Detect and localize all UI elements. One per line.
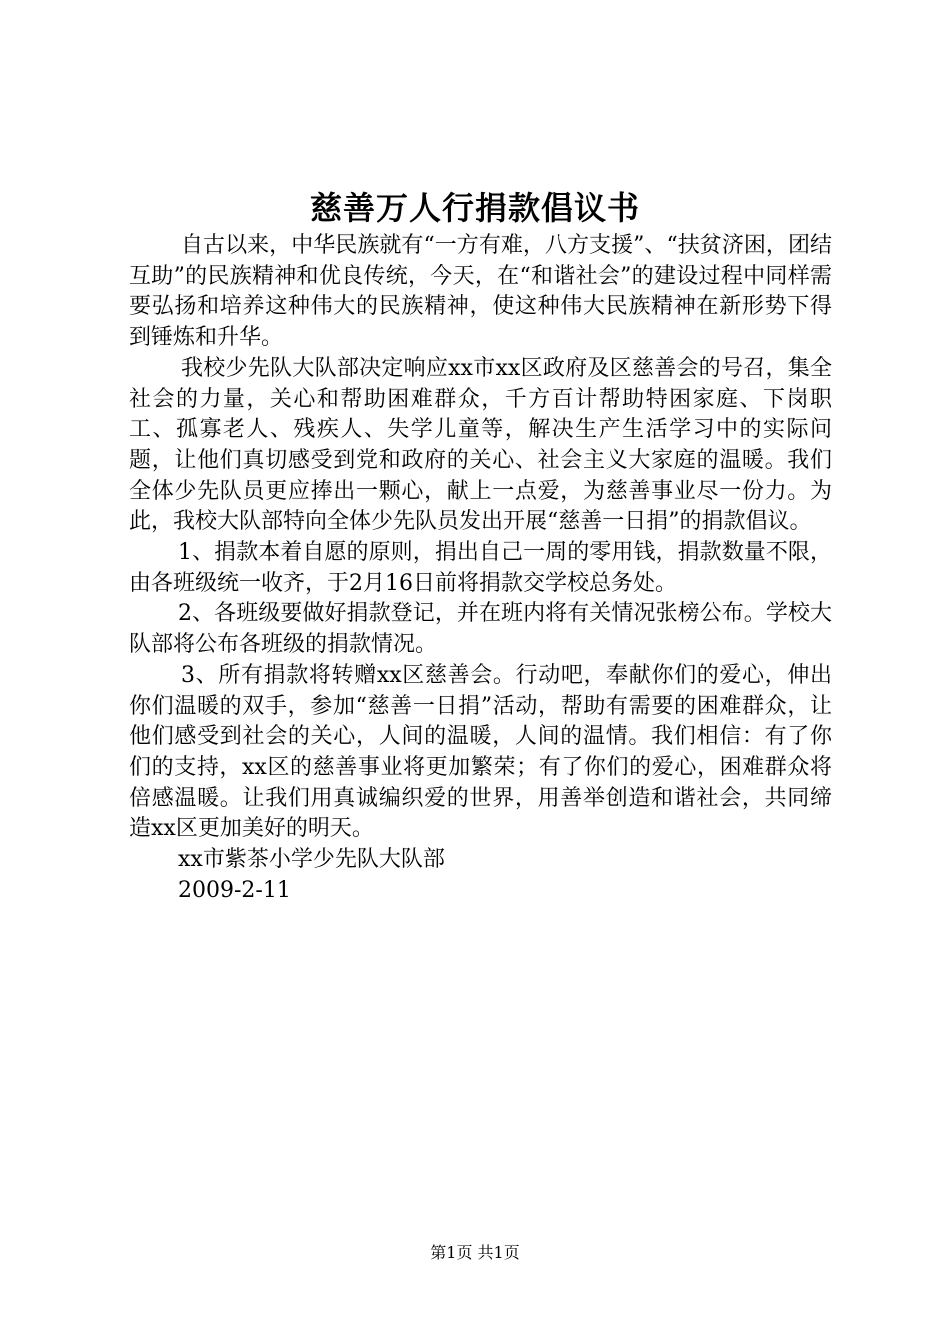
- document-title: 慈善万人行捐款倡议书: [309, 189, 640, 227]
- paragraph-item-3: 3、所有捐款将转赠xx区慈善会。行动吧，奉献你们的爱心，伸出你们温暖的双手，参加“慈善一日捐”活动，帮助有需要的困难群众，让他们感受到社会的关心，人间的温暖，人间的温情。我们相信：有了你们的支持，xx区的慈善事业将更加繁荣；有了你们的爱心，困难群众将倍感温暖。让我们用真诚编织爱的世界，用善举创造和谐社会，共同缔造xx区更加美好的明天。: [129, 662, 832, 842]
- paragraph-item-2: 2、各班级要做好捐款登记，并在班内将有关情况张榜公布。学校大队部将公布各班级的捐款情况。: [129, 601, 832, 658]
- paragraph-decision: 我校少先队大队部决定响应xx市xx区政府及区慈善会的号召，集全社会的力量，关心和帮助困难群众，千方百计帮助特困家庭、下岗职工、孤寡老人、残疾人、失学儿童等，解决生产生活学习中的实际问题，让他们真切感受到党和政府的关心、社会主义大家庭的温暖。我们全体少先队员更应捧出一颗心，献上一点爱，为慈善事业尽一份力。为此，我校大队部特向全体少先队员发出开展“慈善一日捐”的捐款倡议。: [129, 355, 832, 535]
- paragraph-intro: 自古以来，中华民族就有“一方有难，八方支援”、“扶贫济困，团结互助”的民族精神和优良传统，今天，在“和谐社会”的建设过程中同样需要弘扬和培养这种伟大的民族精神，使这种伟大民族精神在新形势下得到锤炼和升华。: [129, 233, 832, 351]
- document-body: [129, 231, 832, 906]
- date: 2009-2-11: [178, 877, 291, 903]
- page-footer: 第1页 共1页: [430, 1243, 520, 1262]
- signature: xx市紫茶小学少先队大队部: [178, 847, 445, 873]
- paragraph-item-1: 1、捐款本着自愿的原则，捐出自己一周的零用钱，捐款数量不限，由各班级统一收齐，于2月16日前将捐款交学校总务处。: [129, 540, 832, 596]
